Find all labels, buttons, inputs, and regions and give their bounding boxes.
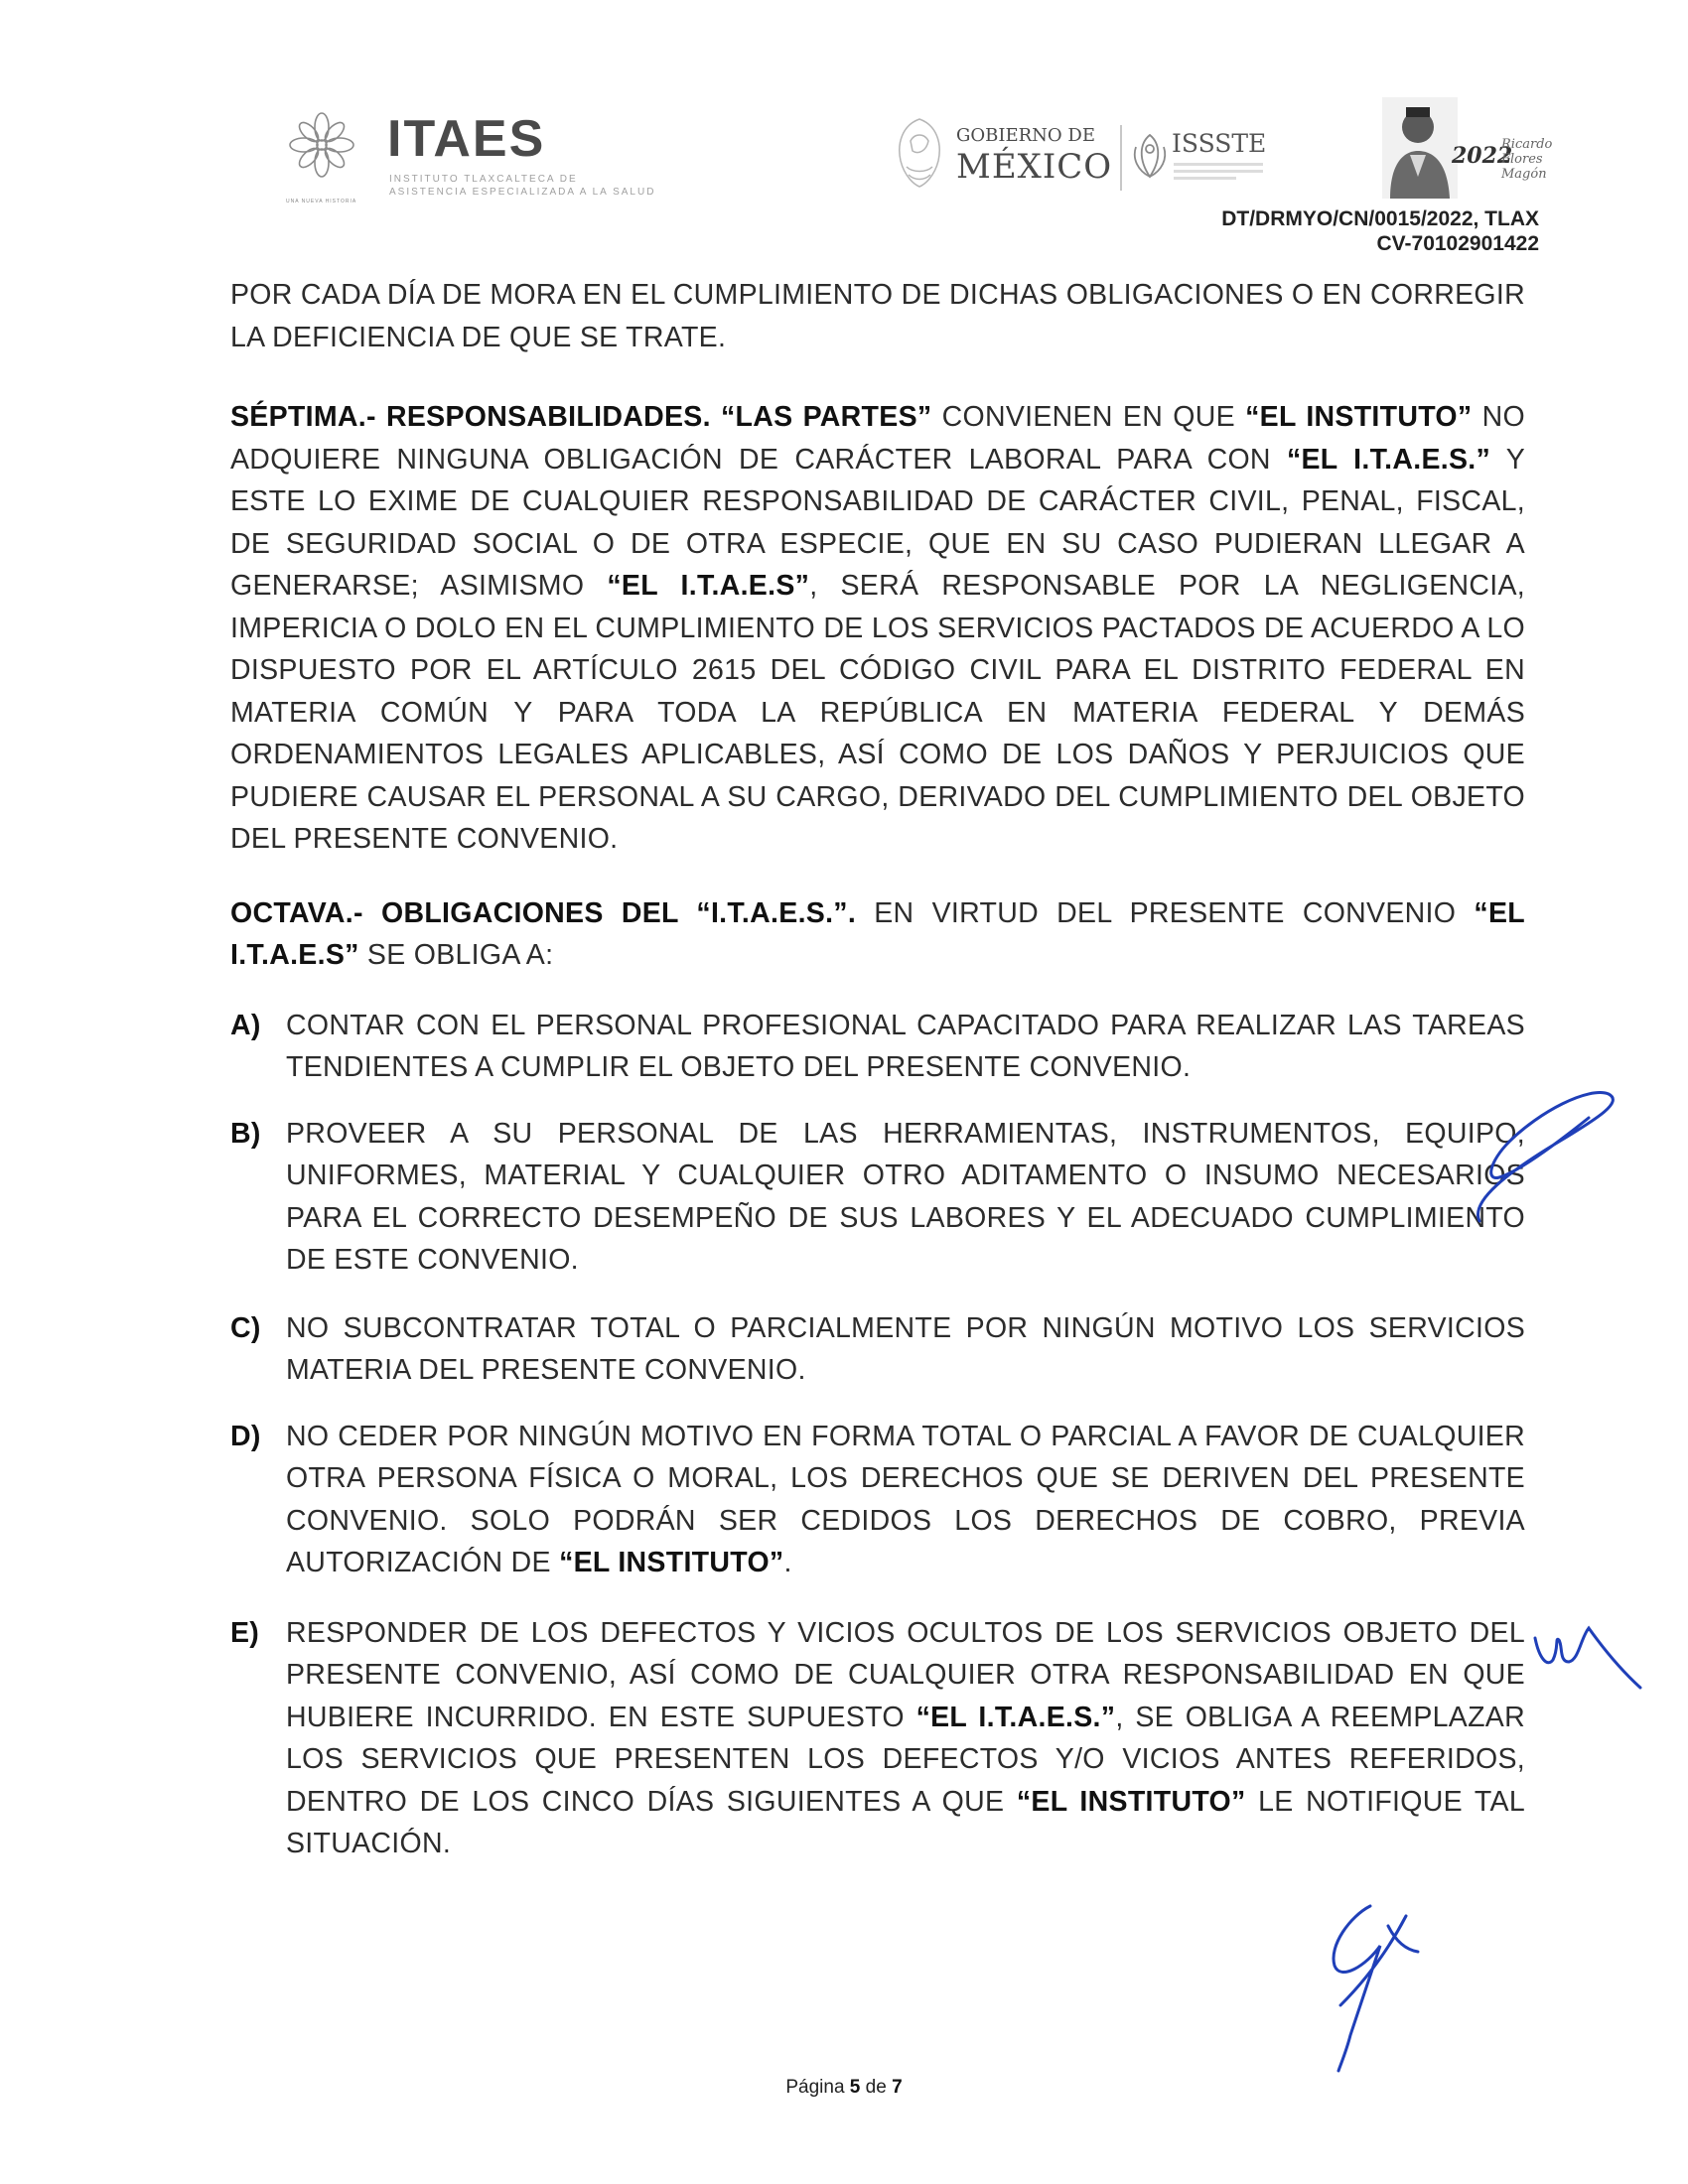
- page-total: 7: [892, 2077, 903, 2098]
- page-separator: de: [865, 2077, 887, 2098]
- obligation-item-b: [230, 1113, 1525, 1282]
- itaes-tagline: UNA NUEVA HISTORIA: [286, 199, 357, 205]
- issste-subtitle: [1174, 163, 1263, 184]
- signature-initial-2: [1529, 1618, 1658, 1707]
- gobierno-line-1: GOBIERNO DE: [956, 125, 1095, 146]
- continuation-paragraph: POR CADA DÍA DE MORA EN EL CUMPLIMIENTO DE DICHAS OBLIGACIONES O EN CORREGIR LA DEFICIENCIA DE QUE SE TRATE.: [230, 279, 1525, 353]
- signature-initial-3: [1311, 1886, 1440, 2075]
- flower-icon: [286, 107, 357, 197]
- document-reference: [1221, 206, 1539, 256]
- issste-name: ISSSTE: [1172, 129, 1267, 158]
- gobierno-line-2: MÉXICO: [956, 147, 1113, 187]
- document-body: [230, 274, 1525, 1865]
- clause-octava-heading: OCTAVA.- OBLIGACIONES DEL “I.T.A.E.S.”.: [230, 896, 857, 929]
- obligation-item-d: [230, 1416, 1525, 1584]
- item-letter: E): [230, 1616, 260, 1649]
- year-2022-text: 2022: [1452, 143, 1513, 169]
- item-text: RESPONDER DE LOS DEFECTOS Y VICIOS OCULTOS DE LOS SERVICIOS OBJETO DEL PRESENTE CONVENIO, ASÍ COMO DE CUALQUIER OTRA RESPONSABILIDAD EN QUE HUBIERE INCURRIDO. EN ESTE SUPUESTO “EL I.T.A.E.S.”, SE OBLIGA A REEMPLAZAR LOS SERVICIOS QUE PRESENTEN LOS DEFECTOS Y/O VICIOS ANTES REFERIDOS, DENTRO DE LOS CINCO DÍAS SIGUIENTES A QUE “EL INSTITUTO” LE NOTIFIQUE TAL SITUACIÓN.: [286, 1616, 1525, 1859]
- item-letter: A): [230, 1009, 261, 1041]
- issste-logo: [1120, 125, 1269, 195]
- year-2022-logo: [1382, 97, 1553, 201]
- item-text: PROVEER A SU PERSONAL DE LAS HERRAMIENTAS, INSTRUMENTOS, EQUIPO, UNIFORMES, MATERIAL Y CUALQUIER OTRO ADITAMENTO O INSUMO NECESARIOS PARA EL CORRECTO DESEMPEÑO DE SUS LABORES Y EL ADECUADO CUMPLIMIENTO DE ESTE CONVENIO.: [286, 1117, 1525, 1276]
- item-text: NO CEDER POR NINGÚN MOTIVO EN FORMA TOTAL O PARCIAL A FAVOR DE CUALQUIER OTRA PERSONA FÍSICA O MORAL, LOS DERECHOS QUE SE DERIVEN DEL PRESENTE CONVENIO. SOLO PODRÁN SER CEDIDOS LOS DERECHOS DE COBRO, PREVIA AUTORIZACIÓN DE “EL INSTITUTO”.: [286, 1420, 1525, 1578]
- obligation-item-e: [230, 1612, 1525, 1865]
- signature-initial-1: [1450, 1082, 1628, 1231]
- clause-septima-heading: SÉPTIMA.- RESPONSABILIDADES. “LAS PARTES”: [230, 401, 932, 433]
- itaes-subtitle-line-1: INSTITUTO TLAXCALTECA DE: [389, 174, 578, 185]
- clause-octava: OCTAVA.- OBLIGACIONES DEL “I.T.A.E.S.”. EN VIRTUD DEL PRESENTE CONVENIO “EL I.T.A.E.S” SE OBLIGA A:: [230, 896, 1525, 971]
- obligation-item-c: [230, 1307, 1525, 1392]
- national-seal-icon: [889, 111, 950, 193]
- item-letter: D): [230, 1420, 261, 1452]
- reference-line-2: CV-70102901422: [1376, 232, 1539, 255]
- page-number: 5: [849, 2077, 861, 2098]
- page-header: [0, 0, 1688, 268]
- itaes-subtitle: [389, 173, 677, 199]
- itaes-logo: [286, 107, 683, 206]
- reference-line-1: DT/DRMYO/CN/0015/2022, TLAX: [1221, 207, 1539, 230]
- page-label: Página: [785, 2077, 845, 2098]
- logo-divider: [1120, 125, 1122, 191]
- year-2022-honoree: Ricardo Flores Magón: [1501, 137, 1553, 182]
- obligation-item-a: [230, 1005, 1525, 1089]
- portrait-icon: [1382, 97, 1458, 199]
- itaes-subtitle-line-2: ASISTENCIA ESPECIALIZADA A LA SALUD: [389, 187, 656, 198]
- page-footer: [0, 2077, 1688, 2099]
- item-text: NO SUBCONTRATAR TOTAL O PARCIALMENTE POR NINGÚN MOTIVO LOS SERVICIOS MATERIA DEL PRESENTE CONVENIO.: [286, 1311, 1525, 1386]
- issste-emblem-icon: [1128, 129, 1172, 183]
- gobierno-de-mexico-logo: [889, 111, 1113, 201]
- itaes-name: ITAES: [387, 110, 546, 168]
- clause-septima: SÉPTIMA.- RESPONSABILIDADES. “LAS PARTES” CONVIENEN EN QUE “EL INSTITUTO” NO ADQUIERE NINGUNA OBLIGACIÓN DE CARÁCTER LABORAL PARA CON “EL I.T.A.E.S.” Y ESTE LO EXIME DE CUALQUIER RESPONSABILIDAD DE CARÁCTER CIVIL, PENAL, FISCAL, DE SEGURIDAD SOCIAL O DE OTRA ESPECIE, QUE EN SU CASO PUDIERAN LLEGAR A GENERARSE; ASIMISMO “EL I.T.A.E.S”, SERÁ RESPONSABLE POR LA NEGLIGENCIA, IMPERICIA O DOLO EN EL CUMPLIMIENTO DE LOS SERVICIOS PACTADOS DE ACUERDO A LO DISPUESTO POR EL ARTÍCULO 2615 DEL CÓDIGO CIVIL PARA EL DISTRITO FEDERAL EN MATERIA COMÚN Y PARA TODA LA REPÚBLICA EN MATERIA FEDERAL Y DEMÁS ORDENAMIENTOS LEGALES APLICABLES, ASÍ COMO DE LOS DAÑOS Y PERJUICIOS QUE PUDIERE CAUSAR EL PERSONAL A SU CARGO, DERIVADO DEL CUMPLIMIENTO DEL OBJETO DEL PRESENTE CONVENIO.: [230, 401, 1526, 855]
- item-letter: B): [230, 1117, 261, 1150]
- item-letter: C): [230, 1311, 261, 1344]
- item-text: CONTAR CON EL PERSONAL PROFESIONAL CAPACITADO PARA REALIZAR LAS TAREAS TENDIENTES A CUMPLIR EL OBJETO DEL PRESENTE CONVENIO.: [286, 1009, 1525, 1083]
